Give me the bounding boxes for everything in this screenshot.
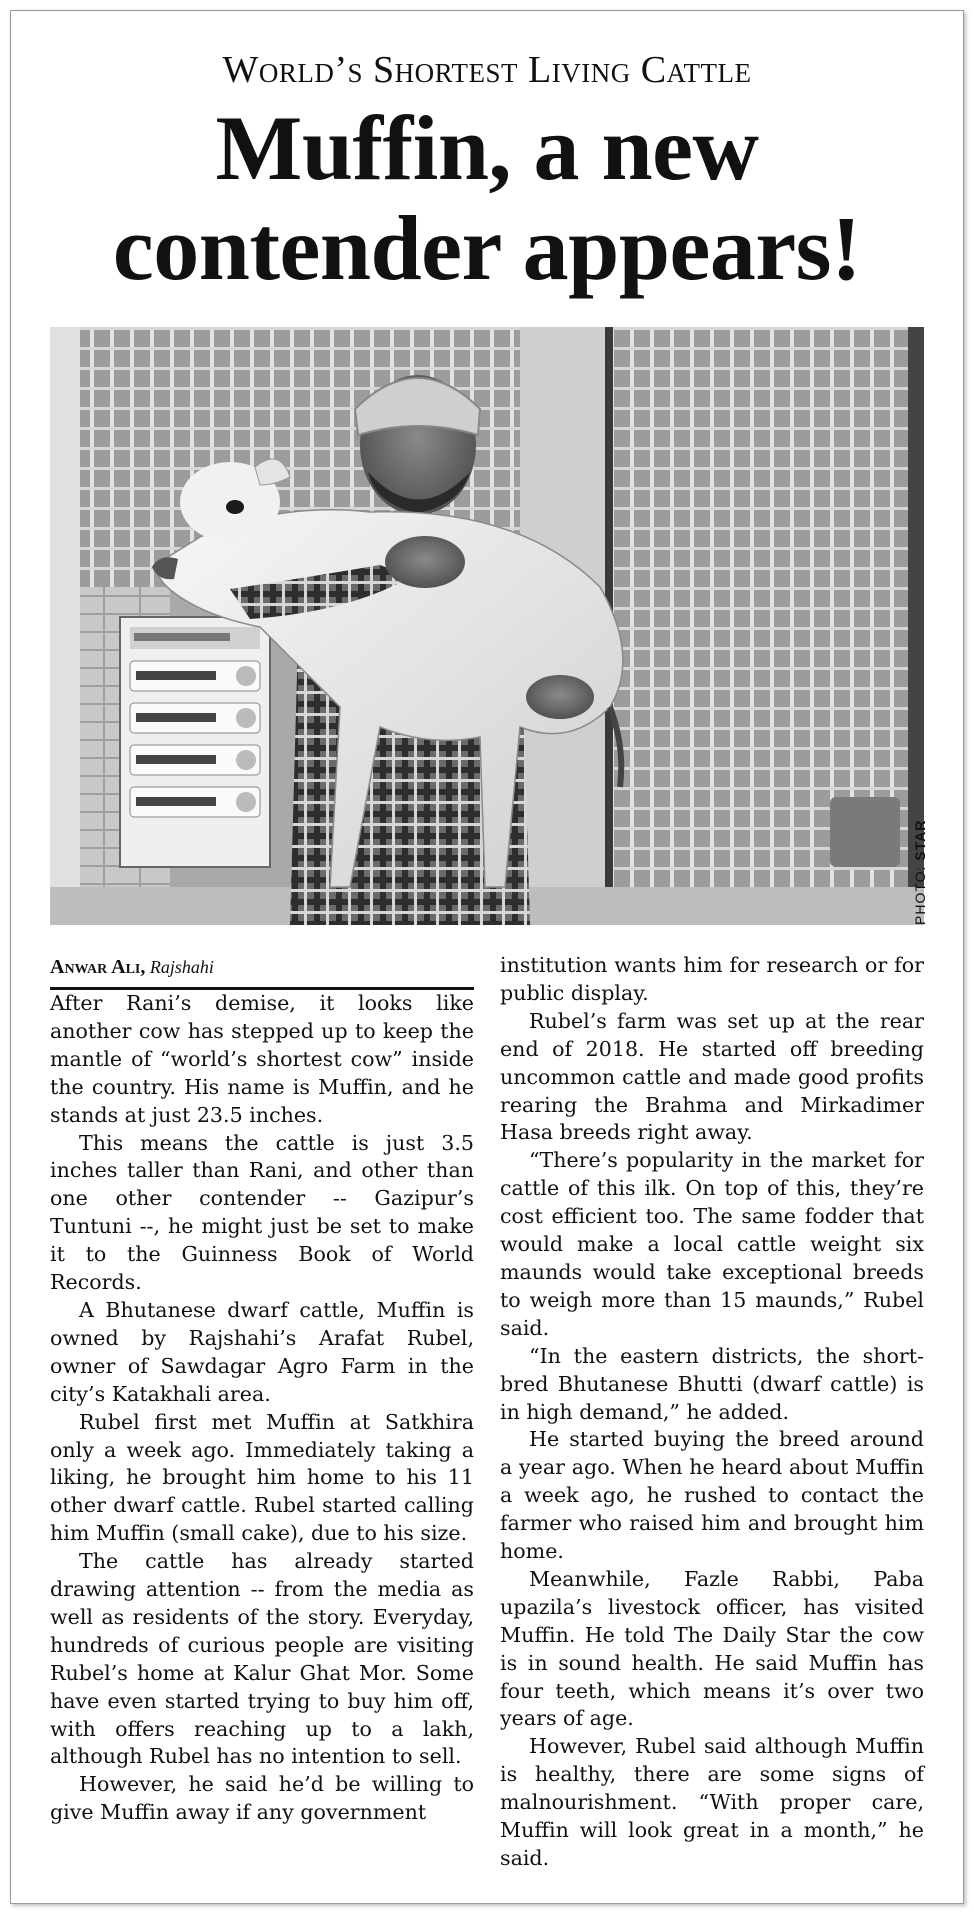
article-paragraph-continuation: institution wants him for research or for public display.	[500, 953, 924, 1005]
article-paragraph: “In the eastern districts, the short-bred Bhutanese Bhutti (dwarf cattle) is in high demand,” he added.	[500, 1343, 924, 1424]
photo-credit-source: STAR	[912, 819, 928, 861]
photo-credit-prefix: PHOTO:	[912, 860, 928, 925]
headline	[0, 98, 974, 298]
byline	[50, 955, 474, 990]
article-paragraph: Rubel first met Muffin at Satkhira only a week ago. Immediately taking a liking, he brought him home to his 11 other dwarf cattle. Rubel started calling him Muffin (small cake), due to his size.	[50, 1409, 474, 1546]
article-column-left	[50, 955, 474, 1827]
article-column-right	[500, 952, 924, 1873]
article-paragraph: However, Rubel said although Muffin is healthy, there are some signs of malnourishment. “With proper care, Muffin will look great in a month,” he said.	[500, 1734, 924, 1870]
article-paragraph: A Bhutanese dwarf cattle, Muffin is owned by Rajshahi’s Arafat Rubel, owner of Sawdagar Agro Farm in the city’s Katakhali area.	[50, 1297, 474, 1406]
signboard	[120, 617, 270, 867]
article-paragraph: After Rani’s demise, it looks like another cow has stepped up to keep the mantle of “world’s shortest cow” inside the country. His name is Muffin, and he stands at just 23.5 inches.	[50, 991, 474, 1127]
headline-line-2: contender appears!	[112, 197, 862, 299]
article-paragraph: He started buying the breed around a year ago. When he heard about Muffin a week ago, he rushed to contact the farmer who raised him and brought him home.	[500, 1427, 924, 1564]
photo-credit	[912, 820, 928, 925]
article-paragraph: Meanwhile, Fazle Rabbi, Paba upazila’s livestock officer, has visited Muffin. He told The Daily Star the cow is in sound health. He said Muffin has four teeth, which means it’s over two years of age.	[500, 1566, 924, 1731]
article-paragraph: This means the cattle is just 3.5 inches taller than Rani, and other than one other contender -- Gazipur’s Tuntuni --, he might just be set to make it to the Guinness Book of World Records.	[50, 1130, 474, 1295]
byline-author: Anwar Ali,	[50, 956, 146, 978]
article-paragraph: Rubel’s farm was set up at the rear end of 2018. He started off breeding uncommon cattle and made good profits rearing the Brahma and Mirkadimer Hasa breeds right away.	[500, 1008, 924, 1145]
article-paragraph: However, he said he’d be willing to give Muffin away if any government	[50, 1772, 474, 1825]
kicker: World’s Shortest Living Cattle	[222, 49, 752, 91]
news-photo	[50, 327, 924, 925]
article-paragraph: The cattle has already started drawing attention -- from the media as well as residents of the story. Everyday, hundreds of curious people are visiting Rubel’s home at Kalur Ghat Mor. Some have even started trying to buy him off, with offers reaching up to a lakh, although Rubel has no intention to sell.	[50, 1549, 474, 1769]
article-paragraph: “There’s popularity in the market for cattle of this ilk. On top of this, they’re cost efficient too. The same fodder that would make a local cattle weight six maunds would take exceptional breeds to weigh more than 15 maunds,” Rubel said.	[500, 1148, 924, 1340]
byline-place: Rajshahi	[149, 957, 214, 977]
headline-line-1: Muffin, a new	[215, 97, 759, 199]
